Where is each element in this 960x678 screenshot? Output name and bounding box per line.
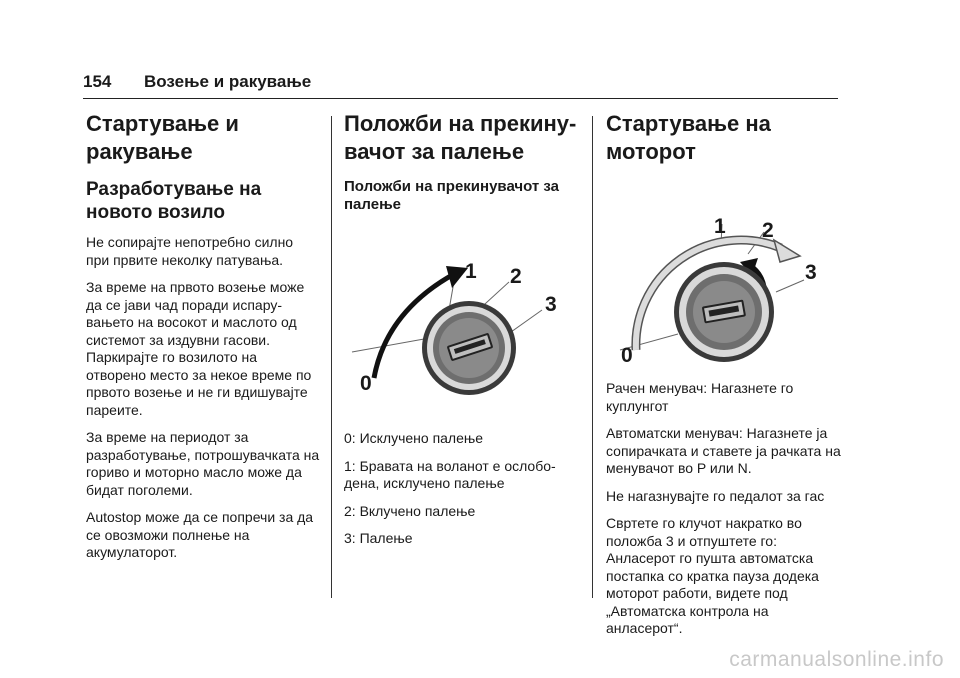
- position-label: 0: [360, 372, 372, 395]
- running-section-title: Возење и ракување: [144, 72, 312, 91]
- paragraph: За време на првото возење може да се јави чад поради испарувањето на восокот и маслото од системот за издувни гасови. Паркирајте го возилото на отворено место за некое време по првото возење и не ги вдишувајте пареите.: [86, 279, 312, 418]
- paragraph: Рачен менувач: Нагазнете го куплунгот: [606, 380, 794, 414]
- chapter-title: Стартување и ракување: [86, 111, 239, 164]
- section-heading: Разработување на новото возило: [86, 179, 262, 223]
- subsection-heading: Положби на прекинувачот за палење: [344, 178, 560, 213]
- column-divider: [331, 116, 332, 598]
- column-1: [86, 110, 320, 572]
- position-label: 3: [805, 261, 817, 284]
- paragraph: Не сопирајте непотребно силно при првите неколку патувања.: [86, 234, 294, 268]
- list-item: 2: Вклучено палење: [344, 502, 476, 519]
- paragraph: Автоматски менувач: Нагазнете ја сопирачката и ставете ја рачката на менувачот во P или N.: [606, 425, 841, 476]
- column-2: [344, 110, 578, 558]
- position-label: 0: [621, 344, 633, 367]
- position-label: 2: [510, 265, 522, 288]
- position-label: 3: [545, 293, 557, 316]
- section-heading: Стартување на моторот: [606, 111, 771, 164]
- list-item: 3: Палење: [344, 530, 413, 546]
- position-label: 1: [465, 260, 477, 283]
- paragraph: Не нагазнувајте го педалот за гас: [606, 487, 825, 504]
- ignition-switch-illustration: [344, 230, 578, 422]
- paragraph: Свртете го клучот накратко во положба 3 и отпуштете го: Анласерот го пушта автоматска постапка со кратка пауза додека моторот работи, видете под „Автоматска контрола на анласерот“.: [606, 515, 819, 636]
- position-label: 1: [714, 215, 726, 238]
- section-heading: Положби на прекинувачот за палење: [344, 111, 577, 164]
- page-number: 154: [83, 72, 112, 91]
- ignition-positions-figure: [344, 230, 578, 422]
- list-item: 1: Бравата на воланот е ослободена, исклучено палење: [344, 457, 556, 491]
- list-item: 0: Исклучено палење: [344, 430, 484, 446]
- paragraph: За време на периодот за разработување, потрошувачката на гориво и моторно масло може да бидат поголеми.: [86, 429, 320, 498]
- position-label: 2: [762, 219, 774, 242]
- header-rule: [83, 98, 838, 99]
- column-divider: [592, 116, 593, 598]
- column-3: [606, 110, 846, 648]
- engine-start-figure: [606, 182, 846, 372]
- paragraph: Autostop може да се попречи за да се овозможи полнење на акумулаторот.: [86, 509, 314, 560]
- page-header: [83, 72, 838, 100]
- watermark: carmanualsonline.info: [729, 648, 944, 671]
